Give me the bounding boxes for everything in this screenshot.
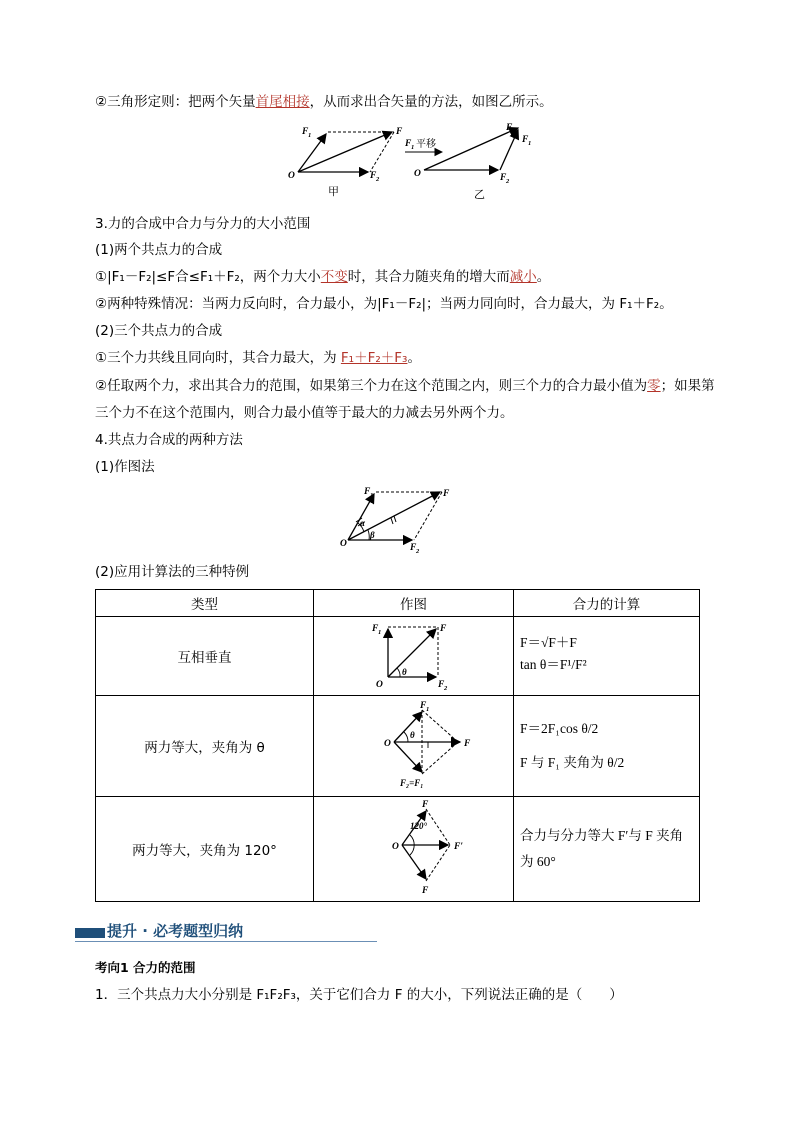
calc-equal-theta-1: F＝2F₁cos θ/2	[520, 721, 599, 736]
caption-yi: 乙	[474, 188, 485, 201]
svg-text:θ: θ	[402, 667, 407, 677]
svg-text:O: O	[384, 739, 391, 749]
svg-text:120°: 120°	[410, 821, 428, 831]
calc-perpendicular-2: tan θ＝F¹/F²	[520, 657, 587, 672]
svg-text:1: 1	[378, 629, 382, 636]
col-header-calc: 合力的计算	[514, 590, 700, 617]
origin-label-c: O	[340, 539, 347, 549]
svg-text:O: O	[376, 680, 383, 690]
svg-text:1: 1	[308, 132, 312, 139]
svg-text:F₂=F₁: F₂=F₁	[400, 778, 424, 788]
origin-label-a: O	[288, 171, 295, 181]
calc-perpendicular-1: F＝√F＋F	[520, 635, 577, 650]
section-title: 提升 · 必考题型归纳	[107, 922, 244, 940]
subheading-three-forces: (2)三个共点力的合成	[95, 323, 223, 339]
f1-label-a: F	[302, 127, 309, 137]
f1-label-b: F	[522, 135, 529, 145]
svg-text:O: O	[392, 842, 399, 852]
type-perpendicular: 互相垂直	[96, 617, 314, 696]
svg-text:F: F	[422, 886, 429, 896]
question-1: 1．三个共点力大小分别是 F₁F₂F₃，关于它们合力 F 的大小，下列说法正确的是（ ）	[95, 987, 623, 1003]
svg-text:1: 1	[528, 140, 532, 147]
caption-jia: 甲	[328, 185, 339, 198]
f-label-b: F	[506, 123, 513, 133]
table-row	[96, 797, 700, 902]
section-rule	[75, 941, 377, 942]
table-row	[96, 696, 700, 797]
three-forces-min-2: 三个力不在这个范围内，则合力最小值等于最大的力减去另外两个力。	[95, 405, 514, 421]
direction-heading: 考向1 合力的范围	[95, 960, 196, 975]
svg-text:F: F	[440, 624, 447, 634]
f2-label-b: F	[500, 173, 507, 183]
f2-label-c: F	[410, 543, 417, 553]
type-equal-120: 两力等大，夹角为 120°	[96, 797, 314, 902]
calc-equal-120-2: 为 60°	[520, 854, 556, 869]
svg-text:F: F	[438, 680, 445, 690]
alpha-label: α	[360, 518, 365, 528]
svg-text:2: 2	[444, 685, 448, 691]
origin-label-b: O	[414, 169, 421, 179]
f-label-a: F	[396, 127, 403, 137]
col-header-figure: 作图	[314, 590, 514, 617]
svg-text:2: 2	[376, 176, 380, 183]
subheading-two-forces: (1)两个共点力的合成	[95, 242, 223, 258]
svg-text:F′: F′	[454, 842, 464, 852]
heading-4: 4.共点力合成的两种方法	[95, 432, 243, 448]
section-header	[75, 918, 375, 944]
figure-parallelogram-and-triangle	[280, 118, 550, 204]
svg-text:F: F	[372, 624, 379, 634]
svg-text:2: 2	[506, 178, 510, 185]
shift-f1-label: F	[405, 139, 412, 149]
svg-text:1: 1	[370, 492, 374, 499]
figure-equal-120	[314, 797, 512, 897]
table-row	[96, 617, 700, 696]
svg-text:F: F	[464, 739, 471, 749]
figure-equal-theta	[314, 696, 512, 792]
svg-text:2: 2	[416, 548, 420, 555]
svg-text:F: F	[422, 800, 429, 810]
svg-text:1: 1	[411, 144, 415, 151]
three-forces-min-1: ②任取两个力，求出其合力的范围，如果第三个力在这个范围之内，则三个力的合力最小值为零；如果第	[95, 378, 715, 394]
col-header-type: 类型	[96, 590, 314, 617]
heading-3: 3.力的合成中合力与分力的大小范围	[95, 216, 311, 232]
type-equal-theta: 两力等大，夹角为 θ	[96, 696, 314, 797]
triangle-rule-text: ②三角形定则：把两个矢量首尾相接，从而求出合矢量的方法，如图乙所示。	[95, 94, 553, 110]
section-bar-block	[75, 928, 105, 938]
calc-equal-theta-2: F 与 F₁ 夹角为 θ/2	[520, 755, 625, 770]
svg-text:F: F	[420, 701, 427, 711]
f1-label-c: F	[364, 487, 371, 497]
f2-label-a: F	[370, 171, 377, 181]
beta-label: β	[370, 530, 375, 540]
f-label-c: F	[443, 489, 450, 499]
subheading-drawing: (1)作图法	[95, 459, 155, 475]
three-forces-max: ①三个力共线且同向时，其合力最大，为 F₁＋F₂＋F₃。	[95, 350, 421, 366]
subheading-calculation: (2)应用计算法的三种特例	[95, 564, 250, 580]
svg-text:θ: θ	[410, 730, 415, 740]
highlight-head-to-tail: 首尾相接	[255, 94, 310, 110]
calculation-table	[95, 589, 700, 902]
figure-drawing-method	[336, 480, 466, 556]
special-cases: ②两种特殊情况：当两力反向时，合力最小，为|F₁－F₂|；当两力同向时，合力最大，为 F₁＋F₂。	[95, 296, 673, 312]
figure-perpendicular	[314, 617, 512, 691]
shift-label: 平移	[416, 139, 436, 150]
range-two-forces: ①|F₁－F₂|≤F合≤F₁＋F₂，两个力大小不变时，其合力随夹角的增大而减小。	[95, 269, 551, 285]
calc-equal-120-1: 合力与分力等大 F′与 F 夹角	[520, 828, 684, 843]
svg-text:1: 1	[426, 706, 430, 713]
